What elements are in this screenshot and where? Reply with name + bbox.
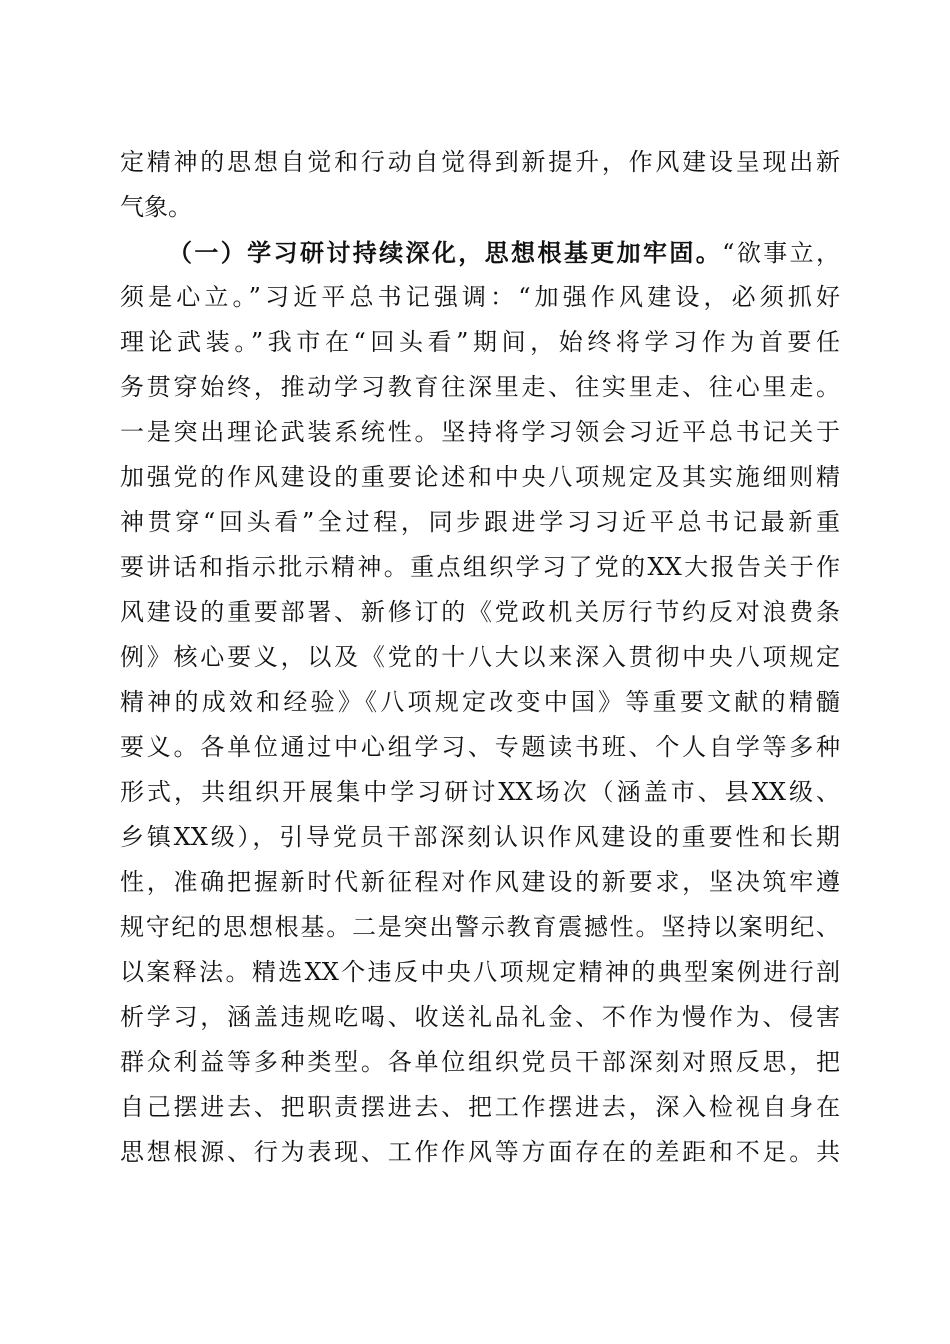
text-line: 加强党的作风建设的重要论述和中央八项规定及其实施细则精 xyxy=(120,463,840,491)
text-line: 须是心立。”习近平总书记强调：“加强作风建设，必须抓好 xyxy=(120,283,840,311)
text-line: 要义。各单位通过中心组学习、专题读书班、个人自学等多种 xyxy=(120,733,840,761)
text-line: 形式，共组织开展集中学习研讨XX场次（涵盖市、县XX级、 xyxy=(120,778,840,806)
text-line: 性，准确把握新时代新征程对作风建设的新要求，坚决筑牢遵 xyxy=(120,868,840,896)
text-line: 定精神的思想自觉和行动自觉得到新提升，作风建设呈现出新 xyxy=(120,148,840,176)
section-heading-line xyxy=(120,230,840,275)
heading-trailing-text: “欲事立， xyxy=(722,239,840,267)
text-line: 乡镇XX级），引导党员干部深刻认识作风建设的重要性和长期 xyxy=(120,823,840,851)
text-line: 思想根源、行为表现、工作作风等方面存在的差距和不足。共 xyxy=(120,1138,840,1166)
text-line: 规守纪的思想根基。二是突出警示教育震撼性。坚持以案明纪、 xyxy=(120,913,840,941)
text-line: 务贯穿始终，推动学习教育往深里走、往实里走、往心里走。 xyxy=(120,373,840,401)
text-line: 风建设的重要部署、新修订的《党政机关厉行节约反对浪费条 xyxy=(120,598,840,626)
text-line: 神贯穿“回头看”全过程，同步跟进学习习近平总书记最新重 xyxy=(120,508,840,536)
text-line: 精神的成效和经验》《八项规定改变中国》等重要文献的精髓 xyxy=(120,688,840,716)
text-line: 气象。 xyxy=(120,193,192,221)
text-line: 群众利益等多种类型。各单位组织党员干部深刻对照反思，把 xyxy=(120,1048,840,1076)
text-line: 要讲话和指示批示精神。重点组织学习了党的XX大报告关于作 xyxy=(120,553,840,581)
section-heading: （一）学习研讨持续深化，思想根基更加牢固。 xyxy=(168,238,723,267)
text-line: 理论武装。”我市在“回头看”期间，始终将学习作为首要任 xyxy=(120,328,840,356)
text-line: 以案释法。精选XX个违反中央八项规定精神的典型案例进行剖 xyxy=(120,958,840,986)
text-line: 自己摆进去、把职责摆进去、把工作摆进去，深入检视自身在 xyxy=(120,1093,840,1121)
body-text xyxy=(120,140,840,1175)
text-line: 例》核心要义，以及《党的十八大以来深入贯彻中央八项规定 xyxy=(120,643,840,671)
text-line: 一是突出理论武装系统性。坚持将学习领会习近平总书记关于 xyxy=(120,418,840,446)
text-line: 析学习，涵盖违规吃喝、收送礼品礼金、不作为慢作为、侵害 xyxy=(120,1003,840,1031)
